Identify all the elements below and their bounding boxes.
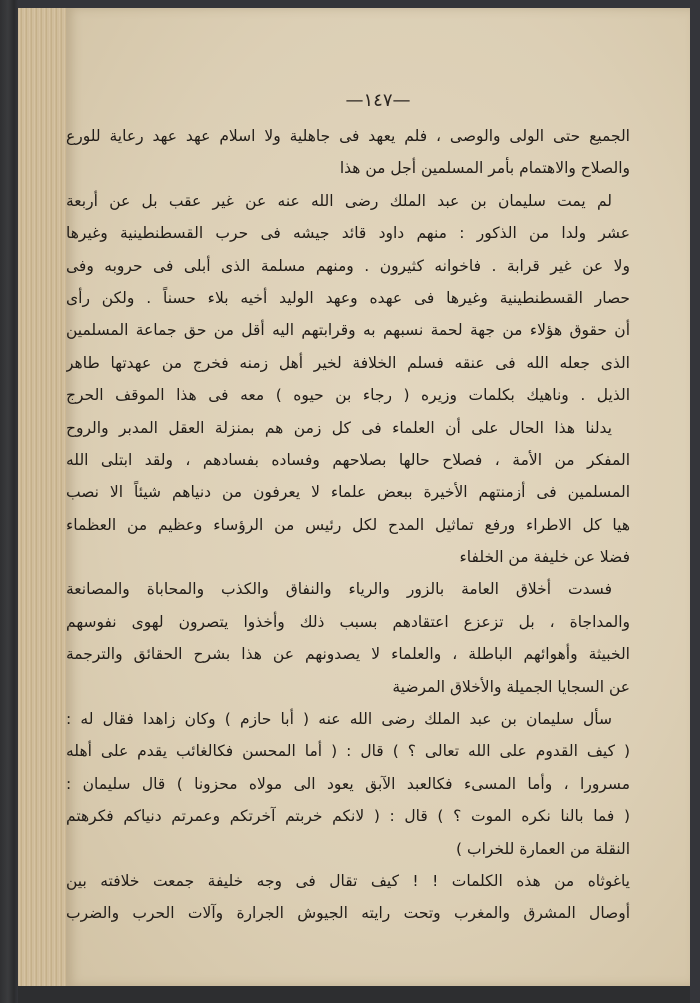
body-text	[66, 120, 630, 930]
text-line: النقلة من العمارة للخراب )	[456, 839, 630, 858]
book-page-edges	[18, 8, 69, 986]
book-page	[66, 8, 690, 986]
text-line: ( فما بالنا نكره الموت ؟ ) قال : ( لانكم خربتم آخرتكم وعمرتم دنياكم فكرهتم	[66, 807, 630, 826]
text-line: هيا كل الاطراء ورفع تماثيل المدح لكل رئيس من الرؤساء وعظيم من العظماء	[66, 515, 630, 534]
text-line: المفكر من الأمة ، فصلاح حالها بصلاحهم وفساده بفسادهم ، ولقد ابتلى الله	[66, 450, 630, 469]
text-line: فضلا عن خليفة من الخلفاء	[459, 548, 630, 567]
page-number: —١٤٧—	[345, 90, 411, 111]
text-line: سأل سليمان بن عبد الملك رضى الله عنه ( أبا حازم ) وكان زاهدا فقال له :	[66, 710, 612, 729]
text-line: الخبيثة وأهوائهم الباطلة ، والعلماء لا يصدونهم عن هذا بشرح الحقائق والترجمة	[66, 645, 630, 664]
text-line: أن حقوق هؤلاء من جهة لحمة نسبهم به وقرابتهم اليه أقل من حق جماعة المسلمين	[66, 321, 630, 340]
text-line: الجميع حتى الولى والوصى ، فلم يعهد فى جاهلية ولا اسلام عهد عهد رعاية للورع	[66, 127, 630, 145]
text-line: والمداجاة ، بل تزعزع اعتقادهم بسبب ذلك وأخذوا يتصرون لهوى نفوسهم	[66, 612, 630, 631]
text-line: فسدت أخلاق العامة بالزور والرياء والنفاق والكذب والمحاباة والمصانعة	[66, 580, 612, 599]
text-line: يدلنا هذا الحال على أن العلماء فى كل زمن هم بمنزلة العقل المدبر والروح	[66, 418, 612, 437]
text-line: ( كيف القدوم على الله تعالى ؟ ) قال : ( أما المحسن فكالغائب يقدم على أهله	[66, 742, 630, 761]
text-line: مسرورا ، وأما المسىء فكالعبد الآبق يعود الى مولاه محزونا ) قال سليمان :	[66, 774, 630, 793]
text-line: الذيل . وناهيك بكلمات وزيره ( رجاء بن حيوه ) معه فى هذا الموقف الحرج	[66, 386, 630, 405]
text-line: ولا عن غير قرابة . فاخوانه كثيرون . ومنهم مسلمة الذى أبلى فى حروبه وفى	[66, 256, 630, 275]
text-line: عشر ولدا من الذكور : منهم داود قائد جيشه فى حرب القسطنطينية وغيرها	[66, 224, 630, 243]
text-line: ياغوثاه من هذه الكلمات ! ! كيف تقال فى وجه خليفة جمعت خلافته بين	[66, 871, 630, 890]
text-line: لم يمت سليمان بن عبد الملك رضى الله عنه عن غير عقب بل عن أربعة	[66, 191, 612, 210]
text-line: عن السجايا الجميلة والأخلاق المرضية	[392, 677, 630, 696]
text-line: المسلمين فى أزمنتهم الأخيرة ببعض علماء لا يعرفون من دنياهم شيئاً الا نصب	[66, 483, 630, 502]
scan-bottom-edge	[18, 986, 690, 1003]
text-line: والصلاح والاهتمام بأمر المسلمين أجل من هذا	[339, 159, 630, 178]
text-line: حصار القسطنطينية وغيرها فى عهده وعهد الوليد أخيه بلاء حسناً . ولكن رأى	[66, 288, 630, 307]
text-line: أوصال المشرق والمغرب وتحت رايته الجيوش الجرارة وآلات الحرب والضرب	[66, 904, 630, 923]
text-line: الذى جعله الله فى عنقه فسلم الخلافة لخير أهل زمنه فخرج من عهدتها طاهر	[66, 353, 630, 372]
